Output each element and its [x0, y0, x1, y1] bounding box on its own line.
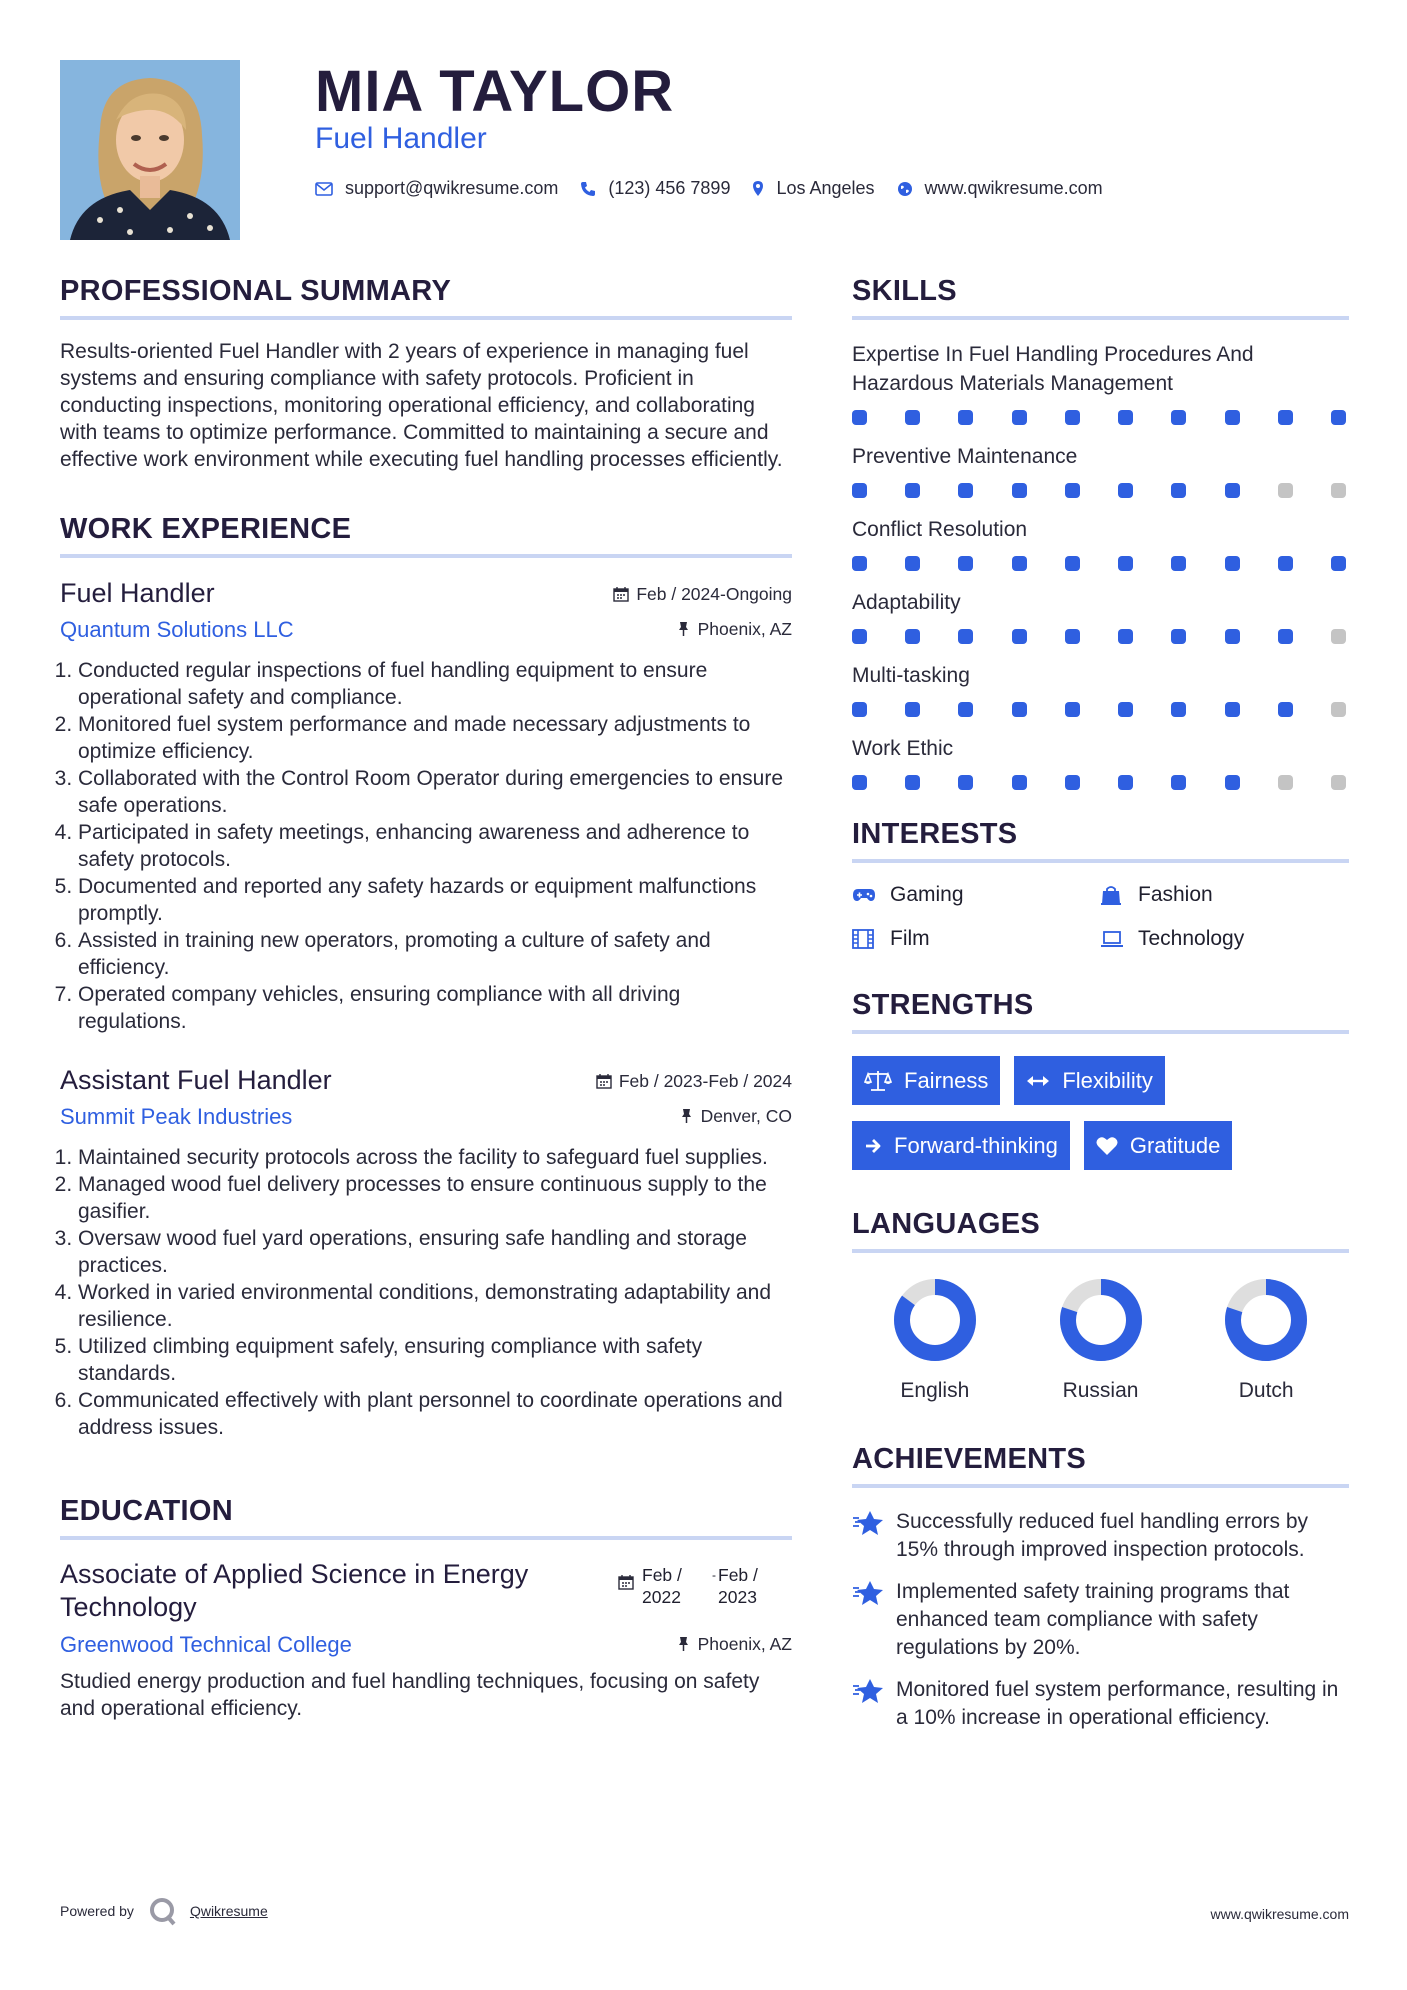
- job-bullet: 3. Collaborated with the Control Room Operator during emergencies to ensure safe operations.: [78, 765, 792, 819]
- interest-item: [852, 883, 1100, 907]
- pushpin-icon: [678, 621, 689, 637]
- skill-rating-dot: [1012, 556, 1027, 571]
- arrow-right-icon: [864, 1137, 882, 1155]
- skill-rating-dot: [1012, 775, 1027, 790]
- skill-rating-dot: [1225, 483, 1240, 498]
- contact-location-text: Los Angeles: [776, 178, 875, 198]
- language-item: [852, 1275, 1018, 1403]
- star-icon: [852, 1508, 896, 1564]
- job-location-text: Phoenix, AZ: [697, 618, 792, 639]
- skill-rating: [852, 556, 1349, 571]
- job-bullet: 3. Oversaw wood fuel yard operations, ensuring safe handling and storage practices.: [78, 1225, 792, 1279]
- skill-rating-dot: [1225, 556, 1240, 571]
- job-bullet: 6. Communicated effectively with plant personnel to coordinate operations and address issues.: [78, 1387, 792, 1441]
- skill-rating-dot: [1278, 702, 1293, 717]
- achievement-item: [852, 1578, 1349, 1662]
- skill-rating-dot: [1278, 556, 1293, 571]
- skill-rating-dot: [1065, 775, 1080, 790]
- job-bullet: 1. Conducted regular inspections of fuel handling equipment to ensure operational safety and compliance.: [78, 657, 792, 711]
- skill-rating-dot: [1171, 556, 1186, 571]
- job-date-text: Feb / 2023-Feb / 2024: [618, 1070, 792, 1091]
- envelope-icon: [315, 182, 333, 196]
- skill-rating-dot: [905, 775, 920, 790]
- skill-rating-dot: [1065, 483, 1080, 498]
- achievement-text: Successfully reduced fuel handling errors by 15% through improved inspection protocols.: [896, 1510, 1309, 1561]
- skill-rating-dot: [1278, 483, 1293, 498]
- job-bullets: [60, 657, 792, 1035]
- skill-rating: [852, 410, 1349, 425]
- achievement-item: [852, 1676, 1349, 1732]
- powered-by-text: Powered by: [60, 1903, 134, 1919]
- skill-item: [852, 661, 1349, 717]
- job-entry: [60, 1065, 792, 1441]
- skill-rating-dot: [852, 483, 867, 498]
- skill-item: [852, 442, 1349, 498]
- profile-photo: [60, 60, 240, 240]
- skill-rating-dot: [852, 556, 867, 571]
- skill-item: [852, 515, 1349, 571]
- star-icon: [852, 1676, 896, 1732]
- skill-rating-dot: [958, 629, 973, 644]
- skill-rating-dot: [1331, 702, 1346, 717]
- candidate-title: Fuel Handler: [315, 122, 487, 155]
- skill-rating-dot: [1118, 702, 1133, 717]
- job-bullet: 2. Managed wood fuel delivery processes to ensure continuous supply to the gasifier.: [78, 1171, 792, 1225]
- contact-email-text: support@qwikresume.com: [345, 178, 559, 198]
- language-item: [1183, 1275, 1349, 1403]
- job-bullet: 4. Worked in varied environmental conditions, demonstrating adaptability and resilience.: [78, 1279, 792, 1333]
- skill-rating-dot: [1171, 775, 1186, 790]
- contact-phone[interactable]: [580, 178, 730, 199]
- job-bullet: 5. Documented and reported any safety hazards or equipment malfunctions promptly.: [78, 873, 792, 927]
- skill-rating-dot: [958, 410, 973, 425]
- edu-location-text: Phoenix, AZ: [697, 1633, 792, 1654]
- skill-rating-dot: [1278, 629, 1293, 644]
- skill-rating-dot: [1012, 410, 1027, 425]
- education-section: [60, 1495, 792, 1722]
- interests-section: [852, 818, 1349, 951]
- film-icon: [852, 929, 878, 949]
- interest-label: Technology: [1138, 927, 1245, 950]
- job-entry: [60, 578, 792, 1035]
- language-name: Dutch: [1238, 1379, 1294, 1402]
- experience-heading: WORK EXPERIENCE: [60, 513, 792, 558]
- contact-website[interactable]: [897, 178, 1103, 199]
- skill-rating-dot: [1331, 629, 1346, 644]
- languages-heading: LANGUAGES: [852, 1208, 1349, 1253]
- qwikresume-logo-icon: [148, 1896, 178, 1926]
- globe-icon: [897, 181, 913, 197]
- job-date: [613, 584, 792, 605]
- skill-rating-dot: [1225, 410, 1240, 425]
- summary-text: Results-oriented Fuel Handler with 2 years of experience in managing fuel systems and ensuring compliance with safety protocols. Proficient in conducting inspections, monitoring operational efficiency, and collaborating with teams to optimize performance. Committed to maintaining a secure and effective work environment while executing fuel handling processes efficiently.: [60, 340, 783, 471]
- job-location-text: Denver, CO: [700, 1105, 792, 1126]
- skill-rating-dot: [958, 702, 973, 717]
- skill-rating-dot: [852, 629, 867, 644]
- contact-bar: [315, 178, 1125, 199]
- language-donut: [1056, 1275, 1146, 1365]
- strength-label: Gratitude: [1129, 1133, 1221, 1158]
- skill-rating-dot: [1225, 629, 1240, 644]
- skill-rating-dot: [1331, 410, 1346, 425]
- achievements-section: [852, 1443, 1349, 1732]
- skill-rating-dot: [1118, 483, 1133, 498]
- strengths-heading: STRENGTHS: [852, 989, 1349, 1034]
- phone-icon: [580, 181, 596, 197]
- skill-item: [852, 588, 1349, 644]
- languages-section: [852, 1208, 1349, 1403]
- skill-name: Adaptability: [852, 591, 961, 614]
- skill-rating-dot: [852, 410, 867, 425]
- skill-rating-dot: [1171, 483, 1186, 498]
- skills-list: [852, 340, 1349, 790]
- candidate-name: MIA TAYLOR: [315, 59, 675, 124]
- skill-name: Conflict Resolution: [852, 518, 1028, 541]
- job-date-text: Feb / 2024-Ongoing: [636, 583, 792, 604]
- job-location: [681, 1106, 792, 1127]
- pushpin-icon: [681, 1108, 692, 1124]
- achievements-heading: ACHIEVEMENTS: [852, 1443, 1349, 1488]
- skill-name: Preventive Maintenance: [852, 445, 1078, 468]
- skill-rating-dot: [1331, 483, 1346, 498]
- skill-rating-dot: [1065, 629, 1080, 644]
- gamepad-icon: [852, 887, 878, 903]
- skill-rating-dot: [1278, 410, 1293, 425]
- experience-section: [60, 513, 792, 1441]
- pushpin-icon: [678, 1636, 689, 1652]
- skill-name: Expertise In Fuel Handling Procedures And Hazardous Materials Management: [852, 343, 1254, 395]
- skill-item: [852, 734, 1349, 790]
- skill-rating-dot: [1278, 775, 1293, 790]
- job-role: Fuel Handler: [60, 578, 215, 608]
- education-heading: EDUCATION: [60, 1495, 792, 1540]
- footer-website[interactable]: www.qwikresume.com: [1210, 1906, 1349, 1922]
- skill-rating-dot: [1118, 410, 1133, 425]
- language-name: Russian: [1062, 1379, 1139, 1402]
- language-item: [1018, 1275, 1184, 1403]
- star-icon: [852, 1578, 896, 1662]
- edu-location: [678, 1634, 792, 1655]
- job-bullet: 6. Assisted in training new operators, promoting a culture of safety and efficiency.: [78, 927, 792, 981]
- skill-rating: [852, 483, 1349, 498]
- contact-phone-text: (123) 456 7899: [608, 178, 731, 198]
- skill-rating: [852, 629, 1349, 644]
- strength-label: Fairness: [904, 1068, 989, 1093]
- skill-rating-dot: [1012, 702, 1027, 717]
- achievement-text: Monitored fuel system performance, resulting in a 10% increase in operational efficiency.: [896, 1678, 1339, 1729]
- skill-rating-dot: [1118, 629, 1133, 644]
- skill-rating-dot: [1171, 702, 1186, 717]
- contact-email[interactable]: [315, 178, 558, 199]
- skill-rating-dot: [905, 556, 920, 571]
- skill-rating-dot: [1331, 556, 1346, 571]
- balance-scale-icon: [864, 1070, 892, 1092]
- interest-item: [1100, 883, 1348, 907]
- strength-label: Forward-thinking: [894, 1133, 1058, 1158]
- skill-rating-dot: [1225, 775, 1240, 790]
- job-company: Summit Peak Industries: [60, 1104, 293, 1129]
- interest-label: Fashion: [1138, 883, 1213, 906]
- skill-rating-dot: [1065, 410, 1080, 425]
- interest-label: Gaming: [890, 883, 964, 906]
- languages-list: [852, 1275, 1349, 1403]
- skill-rating-dot: [852, 702, 867, 717]
- edu-start: Feb / 2022: [642, 1565, 682, 1607]
- strength-tag: [852, 1121, 1070, 1170]
- job-date: [596, 1071, 792, 1092]
- edu-degree: Associate of Applied Science in Energy Technology: [60, 1559, 529, 1622]
- skill-rating: [852, 702, 1349, 717]
- language-donut: [1221, 1275, 1311, 1365]
- skill-name: Multi-tasking: [852, 664, 970, 687]
- job-bullet: 5. Utilized climbing equipment safely, ensuring compliance with safety standards.: [78, 1333, 792, 1387]
- laptop-icon: [1100, 930, 1126, 948]
- left-column: [60, 275, 792, 1722]
- summary-heading: PROFESSIONAL SUMMARY: [60, 275, 792, 320]
- skill-rating-dot: [905, 410, 920, 425]
- interests-heading: INTERESTS: [852, 818, 1349, 863]
- profile-photo-illustration: [60, 60, 240, 240]
- map-pin-icon: [752, 180, 764, 197]
- edu-description: Studied energy production and fuel handling techniques, focusing on safety and operational efficiency.: [60, 1670, 760, 1720]
- interest-item: [1100, 927, 1348, 951]
- job-bullet: 1. Maintained security protocols across the facility to safeguard fuel supplies.: [78, 1144, 792, 1171]
- skill-rating-dot: [905, 629, 920, 644]
- skill-rating: [852, 775, 1349, 790]
- job-company: Quantum Solutions LLC: [60, 617, 294, 642]
- job-bullet: 7. Operated company vehicles, ensuring compliance with all driving regulations.: [78, 981, 792, 1035]
- skill-rating-dot: [1065, 556, 1080, 571]
- skill-rating-dot: [1331, 775, 1346, 790]
- skills-section: [852, 275, 1349, 790]
- summary-section: [60, 275, 792, 473]
- language-name: English: [900, 1379, 970, 1402]
- contact-location: [752, 178, 874, 199]
- contact-website-text: www.qwikresume.com: [924, 178, 1103, 198]
- skill-rating-dot: [1171, 629, 1186, 644]
- heart-icon: [1096, 1136, 1118, 1156]
- strength-tag: [1084, 1121, 1233, 1170]
- right-column: [852, 275, 1349, 1746]
- skill-rating-dot: [1118, 556, 1133, 571]
- job-bullet: 4. Participated in safety meetings, enhancing awareness and adherence to safety protocols.: [78, 819, 792, 873]
- job-role: Assistant Fuel Handler: [60, 1065, 332, 1095]
- edu-school: Greenwood Technical College: [60, 1632, 352, 1657]
- strengths-section: [852, 989, 1349, 1170]
- skill-rating-dot: [958, 556, 973, 571]
- strength-tag: [852, 1056, 1000, 1105]
- edu-date-separator: -: [712, 1568, 716, 1582]
- calendar-icon: [618, 1574, 634, 1590]
- skill-rating-dot: [1225, 702, 1240, 717]
- job-bullets: [60, 1144, 792, 1441]
- skill-item: [852, 340, 1349, 425]
- achievement-text: Implemented safety training programs that enhanced team compliance with safety regulations by 20%.: [896, 1580, 1290, 1659]
- edu-dates: [618, 1564, 792, 1608]
- skill-rating-dot: [1171, 410, 1186, 425]
- skill-rating-dot: [958, 483, 973, 498]
- calendar-icon: [613, 586, 629, 602]
- shopping-bag-icon: [1100, 885, 1126, 905]
- calendar-icon: [596, 1073, 612, 1089]
- edu-end: Feb / 2023: [718, 1565, 758, 1607]
- skill-rating-dot: [1012, 629, 1027, 644]
- skill-rating-dot: [852, 775, 867, 790]
- strength-tag: [1014, 1056, 1164, 1105]
- skill-rating-dot: [1065, 702, 1080, 717]
- language-donut: [890, 1275, 980, 1365]
- job-bullet: 2. Monitored fuel system performance and made necessary adjustments to optimize efficiency.: [78, 711, 792, 765]
- skill-rating-dot: [958, 775, 973, 790]
- skill-rating-dot: [905, 483, 920, 498]
- interest-item: [852, 927, 1100, 951]
- skill-name: Work Ethic: [852, 737, 954, 760]
- skills-heading: SKILLS: [852, 275, 1349, 320]
- achievement-item: [852, 1508, 1349, 1564]
- skill-rating-dot: [1012, 483, 1027, 498]
- skill-rating-dot: [905, 702, 920, 717]
- footer-powered-by: [60, 1896, 268, 1926]
- footer-brand-link[interactable]: Qwikresume: [189, 1903, 268, 1919]
- job-location: [678, 619, 792, 640]
- interest-label: Film: [890, 927, 930, 950]
- skill-rating-dot: [1118, 775, 1133, 790]
- strength-label: Flexibility: [1062, 1068, 1153, 1093]
- arrows-horizontal-icon: [1026, 1074, 1050, 1088]
